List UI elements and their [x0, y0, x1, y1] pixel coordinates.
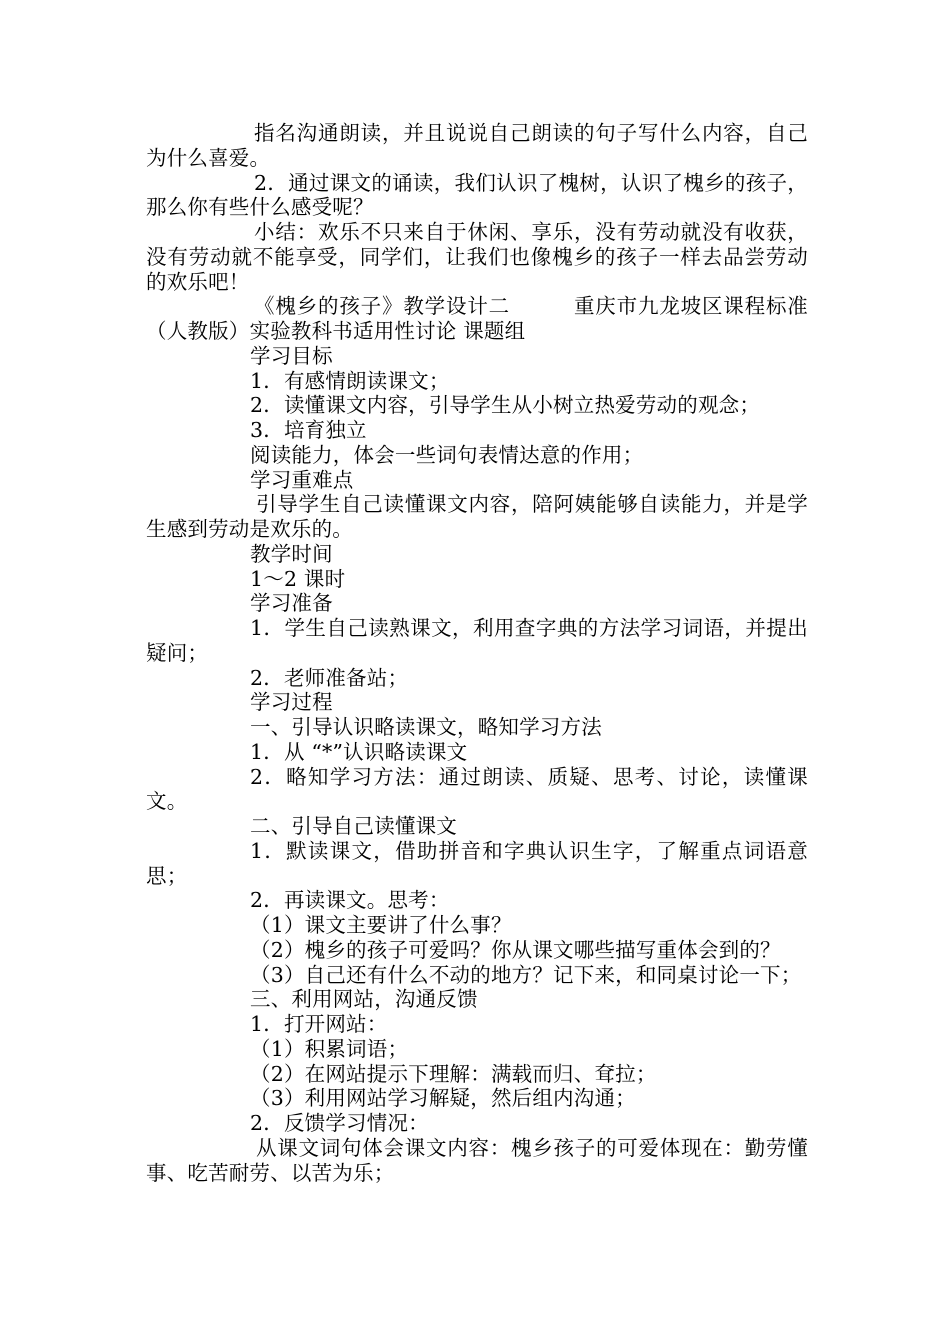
section-heading: 学习重难点 — [250, 467, 354, 492]
list-item: （1）课文主要讲了什么事？ — [250, 913, 512, 937]
list-item: 2．读懂课文内容，引导学生从小树立热爱劳动的观念； — [250, 393, 761, 418]
list-item: 2．反馈学习情况： — [250, 1111, 429, 1135]
section-heading: 二、引导自己读懂课文 — [250, 814, 457, 838]
paragraph: 指名沟通朗读，并且说说自己朗读的句子写什么内容，自己为什么喜爱。 — [146, 121, 808, 170]
section-heading: 学习目标 — [250, 343, 333, 368]
list-item: （3）自己还有什么不动的地方？记下来，和同桌讨论一下； — [250, 962, 802, 987]
paragraph: 阅读能力，体会一些词句表情达意的作用； — [250, 442, 644, 467]
list-item: 2．略知学习方法：通过朗读、质疑、思考、讨论，读懂课文。 — [146, 764, 808, 814]
list-item: 1．有感情朗读课文； — [250, 368, 450, 393]
section-heading: 三、利用网站，沟通反馈 — [250, 987, 478, 1012]
list-item: 2．再读课文。思考： — [250, 888, 450, 913]
list-item: （2）槐乡的孩子可爱吗？你从课文哪些描写重体会到的？ — [250, 937, 781, 962]
paragraph: 《槐乡的孩子》教学设计二 重庆市九龙坡区课程标准（人教版）实验教科书适用性讨论 课题组 — [146, 294, 808, 343]
section-heading: 学习过程 — [250, 690, 333, 715]
list-item: 1．从 “*”认识略读课文 — [250, 739, 468, 764]
list-item: 1．打开网站： — [250, 1012, 388, 1036]
paragraph: 2．通过课文的诵读，我们认识了槐树，认识了槐乡的孩子，那么你有些什么感受呢？ — [146, 170, 808, 220]
paragraph: 引导学生自己读懂课文内容，陪阿姨能够自读能力，并是学生感到劳动是欢乐的。 — [146, 492, 808, 541]
list-item: 2．老师准备站； — [250, 665, 409, 690]
list-item: （3）利用网站学习解疑，然后组内沟通； — [250, 1086, 636, 1111]
paragraph: 小结：欢乐不只来自于休闲、享乐，没有劳动就没有收获，没有劳动就不能享受，同学们，让我们也像槐乡的孩子一样去品尝劳动的欢乐吧！ — [146, 220, 808, 294]
paragraph: 从课文词句体会课文内容：槐乡孩子的可爱体现在：勤劳懂事、吃苦耐劳、以苦为乐； — [146, 1135, 808, 1185]
section-heading: 教学时间 — [250, 541, 333, 566]
list-item: 1．学生自己读熟课文，利用查字典的方法学习词语，并提出疑问； — [146, 616, 808, 665]
list-item: 3．培育独立 — [250, 418, 367, 442]
section-heading: 学习准备 — [250, 591, 333, 616]
list-item: （2）在网站提示下理解：满载而归、耷拉； — [250, 1061, 657, 1086]
document-body — [146, 121, 808, 1185]
list-item: 1．默读课文，借助拼音和字典认识生字，了解重点词语意思； — [146, 838, 808, 888]
list-item: （1）积累词语； — [250, 1036, 409, 1061]
section-heading: 一、引导认识略读课文，略知学习方法 — [250, 715, 602, 739]
paragraph: 1～2 课时 — [250, 566, 346, 591]
